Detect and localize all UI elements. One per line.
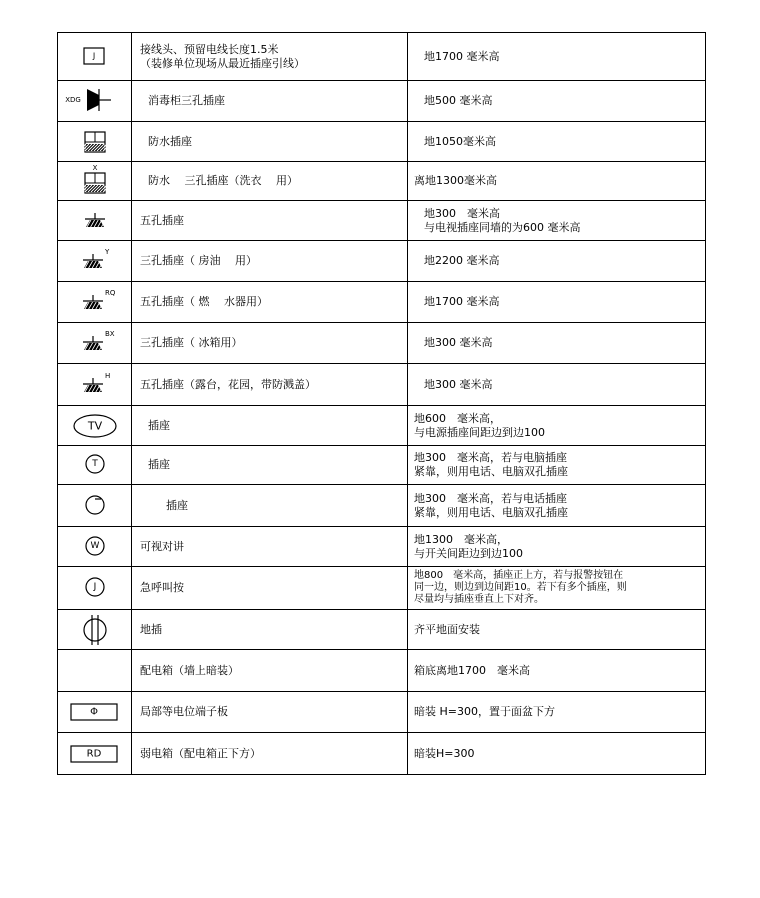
installation-note-text: 离地1300毫米高 bbox=[414, 174, 497, 187]
installation-note-text: 地300 毫米高 bbox=[424, 336, 493, 349]
description-text: 三孔插座（ 冰箱用） bbox=[140, 336, 243, 349]
description-text: 五孔插座（ 燃 水器用） bbox=[140, 295, 268, 308]
symbol-cell bbox=[58, 241, 132, 282]
installation-note-text: 暗装H=300 bbox=[414, 746, 475, 760]
legend-row bbox=[58, 650, 706, 692]
installation-note-text: 地300 毫米高 bbox=[424, 206, 500, 220]
description-text: 防水插座 bbox=[148, 134, 192, 148]
intercom-icon bbox=[59, 530, 131, 564]
installation-note-cell bbox=[408, 567, 706, 610]
description-cell bbox=[132, 323, 408, 364]
three-hole-socket-bx-icon bbox=[59, 326, 131, 360]
data-socket-icon bbox=[59, 448, 131, 482]
description-text: 弱电箱（配电箱正下方） bbox=[140, 746, 261, 760]
description-cell bbox=[132, 650, 408, 692]
description-cell bbox=[132, 364, 408, 406]
description-text: 消毒柜三孔插座 bbox=[148, 94, 225, 107]
installation-note-cell bbox=[408, 692, 706, 733]
five-hole-socket-h-icon bbox=[59, 368, 131, 402]
description-cell bbox=[132, 81, 408, 122]
description-text: 插座 bbox=[166, 498, 188, 512]
installation-note-cell bbox=[408, 33, 706, 81]
installation-note-cell bbox=[408, 610, 706, 650]
legend-row bbox=[58, 201, 706, 241]
description-text: 五孔插座（露台，花园，带防溅盖） bbox=[140, 377, 316, 391]
installation-note-text: 与电源插座间距边到边100 bbox=[414, 425, 545, 439]
symbol-cell bbox=[58, 162, 132, 201]
symbol-cell bbox=[58, 122, 132, 162]
installation-note-cell bbox=[408, 122, 706, 162]
legend-row bbox=[58, 81, 706, 122]
legend-row bbox=[58, 485, 706, 527]
floor-socket-icon bbox=[59, 613, 131, 647]
description-text: 配电箱（墙上暗装） bbox=[140, 663, 239, 677]
legend-row bbox=[58, 692, 706, 733]
installation-note-text: 地1700 毫米高 bbox=[424, 49, 500, 63]
symbol-cell bbox=[58, 733, 132, 775]
installation-note-cell bbox=[408, 323, 706, 364]
legend-row bbox=[58, 406, 706, 446]
installation-note-cell bbox=[408, 162, 706, 201]
legend-row bbox=[58, 122, 706, 162]
symbol-label: H bbox=[104, 371, 110, 380]
description-cell bbox=[132, 406, 408, 446]
installation-note-cell bbox=[408, 527, 706, 567]
symbol-cell bbox=[58, 610, 132, 650]
installation-note-cell bbox=[408, 650, 706, 692]
installation-note-cell bbox=[408, 406, 706, 446]
weak-current-box-icon bbox=[59, 737, 131, 771]
description-cell bbox=[132, 241, 408, 282]
symbol-cell bbox=[58, 650, 132, 692]
installation-note-text: 地1700 毫米高 bbox=[424, 295, 500, 308]
installation-note-text: 地2200 毫米高 bbox=[424, 254, 500, 267]
symbol-cell bbox=[58, 527, 132, 567]
symbol-label: J bbox=[93, 582, 96, 592]
installation-note-cell bbox=[408, 241, 706, 282]
description-text: 局部等电位端子板 bbox=[140, 705, 228, 718]
legend-row bbox=[58, 33, 706, 81]
installation-note-cell bbox=[408, 733, 706, 775]
five-hole-socket-icon bbox=[59, 204, 131, 238]
socket-disinfection-icon bbox=[59, 84, 131, 118]
description-text: 三孔插座（ 房油 用） bbox=[140, 254, 257, 267]
description-text: 插座 bbox=[148, 418, 170, 432]
equipotential-board-icon bbox=[59, 695, 131, 729]
legend-row bbox=[58, 241, 706, 282]
installation-note-text: 与开关间距边到边100 bbox=[414, 546, 523, 560]
legend-row bbox=[58, 323, 706, 364]
symbol-cell bbox=[58, 567, 132, 610]
installation-note-text: 地300 毫米高，若与电脑插座 bbox=[414, 451, 567, 464]
description-cell bbox=[132, 162, 408, 201]
description-cell bbox=[132, 446, 408, 485]
installation-note-text: 与电视插座同墙的为600 毫米高 bbox=[424, 220, 581, 234]
installation-note-text: 同一边，则边到边间距10。若下有多个插座，则 bbox=[414, 582, 627, 593]
description-text: （装修单位现场从最近插座引线） bbox=[140, 56, 305, 70]
description-text: 五孔插座 bbox=[140, 213, 184, 227]
description-text: 接线头、预留电线长度1.5米 bbox=[140, 42, 279, 56]
description-cell bbox=[132, 485, 408, 527]
symbol-label: T bbox=[91, 459, 98, 469]
description-cell bbox=[132, 610, 408, 650]
description-cell bbox=[132, 122, 408, 162]
description-text: 防水 三孔插座（洗衣 用） bbox=[148, 174, 298, 187]
installation-note-cell bbox=[408, 282, 706, 323]
symbol-label: Y bbox=[104, 248, 109, 256]
installation-note-text: 地800 毫米高，插座正上方，若与报警按钮在 bbox=[414, 570, 624, 581]
legend-row bbox=[58, 567, 706, 610]
symbol-label: W bbox=[90, 540, 99, 551]
legend-table bbox=[57, 32, 706, 775]
symbol-label: Φ bbox=[89, 706, 98, 718]
description-cell bbox=[132, 282, 408, 323]
legend-row bbox=[58, 610, 706, 650]
installation-note-cell bbox=[408, 446, 706, 485]
symbol-label: TV bbox=[87, 419, 102, 432]
legend-row bbox=[58, 364, 706, 406]
description-cell bbox=[132, 527, 408, 567]
phone-socket-icon bbox=[59, 489, 131, 523]
description-cell bbox=[132, 692, 408, 733]
installation-note-text: 地1050毫米高 bbox=[424, 134, 496, 148]
installation-note-text: 紧靠，则用电话、电脑双孔插座 bbox=[414, 505, 568, 519]
legend-row bbox=[58, 282, 706, 323]
description-cell bbox=[132, 567, 408, 610]
symbol-cell bbox=[58, 485, 132, 527]
description-text: 急呼叫按 bbox=[140, 581, 184, 594]
emergency-button-icon bbox=[59, 571, 131, 605]
description-cell bbox=[132, 733, 408, 775]
installation-note-cell bbox=[408, 81, 706, 122]
symbol-cell bbox=[58, 81, 132, 122]
symbol-cell bbox=[58, 33, 132, 81]
tv-socket-icon bbox=[59, 409, 131, 443]
installation-note-text: 暗装 H=300，置于面盆下方 bbox=[414, 705, 555, 718]
legend-row bbox=[58, 162, 706, 201]
description-text: 地插 bbox=[140, 622, 162, 636]
waterproof-socket-icon bbox=[59, 125, 131, 159]
installation-note-text: 地500 毫米高 bbox=[424, 94, 493, 107]
description-text: 插座 bbox=[148, 458, 170, 471]
symbol-cell bbox=[58, 364, 132, 406]
installation-note-cell bbox=[408, 201, 706, 241]
installation-note-text: 地300 毫米高，若与电话插座 bbox=[414, 491, 567, 505]
installation-note-cell bbox=[408, 364, 706, 406]
symbol-cell bbox=[58, 323, 132, 364]
legend-row bbox=[58, 527, 706, 567]
waterproof-socket-x-icon bbox=[59, 164, 131, 198]
description-cell bbox=[132, 201, 408, 241]
installation-note-text: 地300 毫米高 bbox=[424, 377, 493, 391]
three-hole-socket-y-icon bbox=[59, 244, 131, 278]
installation-note-cell bbox=[408, 485, 706, 527]
symbol-label: J bbox=[92, 51, 95, 60]
installation-note-text: 尽量均与插座垂直上下对齐。 bbox=[414, 594, 544, 605]
symbol-cell bbox=[58, 446, 132, 485]
installation-note-text: 箱底离地1700 毫米高 bbox=[414, 663, 530, 677]
symbol-cell bbox=[58, 201, 132, 241]
junction-box-icon bbox=[59, 40, 131, 74]
symbol-label: X bbox=[92, 164, 97, 172]
legend-row bbox=[58, 733, 706, 775]
symbol-label: RD bbox=[86, 748, 101, 759]
installation-note-text: 地600 毫米高， bbox=[414, 411, 501, 425]
symbol-label: XDG bbox=[64, 96, 81, 104]
description-text: 可视对讲 bbox=[140, 539, 184, 553]
legend-body bbox=[58, 33, 706, 775]
legend-row bbox=[58, 446, 706, 485]
symbol-label: RQ bbox=[104, 289, 115, 297]
symbol-cell bbox=[58, 692, 132, 733]
symbol-cell bbox=[58, 406, 132, 446]
symbol-label: BX bbox=[104, 330, 115, 338]
symbol-cell bbox=[58, 282, 132, 323]
description-cell bbox=[132, 33, 408, 81]
five-hole-socket-rq-icon bbox=[59, 285, 131, 319]
installation-note-text: 齐平地面安装 bbox=[414, 622, 480, 636]
installation-note-text: 地1300 毫米高， bbox=[414, 532, 508, 546]
installation-note-text: 紧靠，则用电话、电脑双孔插座 bbox=[414, 465, 568, 478]
